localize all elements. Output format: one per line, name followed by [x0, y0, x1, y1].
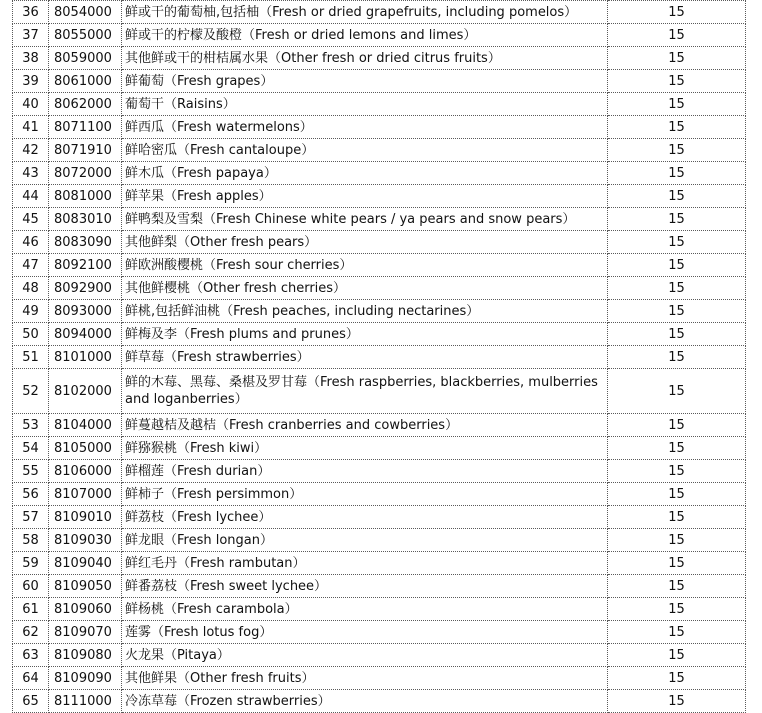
table-row: [13, 460, 746, 483]
tariff-rate-cell: 15: [608, 277, 746, 300]
tariff-rate-cell: 15: [608, 93, 746, 116]
hs-code-cell: 8105000: [49, 437, 122, 460]
table-row: [13, 116, 746, 139]
tariff-rate-cell: 15: [608, 254, 746, 277]
description-cell: 其他鲜果（Other fresh fruits）: [122, 667, 608, 690]
description-cell: 鲜猕猴桃（Fresh kiwi）: [122, 437, 608, 460]
table-row: [13, 277, 746, 300]
table-row: [13, 529, 746, 552]
row-number-cell: 46: [13, 231, 49, 254]
hs-code-cell: 8059000: [49, 47, 122, 70]
table-row: [13, 93, 746, 116]
hs-code-cell: 8104000: [49, 414, 122, 437]
hs-code-cell: 8109050: [49, 575, 122, 598]
description-cell: 鲜木瓜（Fresh papaya）: [122, 162, 608, 185]
row-number-cell: 52: [13, 369, 49, 414]
tariff-rate-cell: 15: [608, 575, 746, 598]
tariff-rate-cell: 15: [608, 231, 746, 254]
row-number-cell: 43: [13, 162, 49, 185]
table-row: [13, 575, 746, 598]
description-cell: 鲜红毛丹（Fresh rambutan）: [122, 552, 608, 575]
row-number-cell: 45: [13, 208, 49, 231]
table-row: [13, 254, 746, 277]
description-cell: 鲜草莓（Fresh strawberries）: [122, 346, 608, 369]
description-cell: 鲜葡萄（Fresh grapes）: [122, 70, 608, 93]
description-cell: 鲜苹果（Fresh apples）: [122, 185, 608, 208]
row-number-cell: 58: [13, 529, 49, 552]
hs-code-cell: 8083090: [49, 231, 122, 254]
row-number-cell: 37: [13, 24, 49, 47]
hs-code-cell: 8061000: [49, 70, 122, 93]
tariff-rate-cell: 15: [608, 1, 746, 24]
description-cell: 鲜西瓜（Fresh watermelons）: [122, 116, 608, 139]
tariff-rate-cell: 15: [608, 369, 746, 414]
description-cell: 鲜梅及李（Fresh plums and prunes）: [122, 323, 608, 346]
row-number-cell: 49: [13, 300, 49, 323]
tariff-rate-cell: 15: [608, 483, 746, 506]
hs-code-cell: 8111000: [49, 690, 122, 713]
description-cell: 其他鲜樱桃（Other fresh cherries）: [122, 277, 608, 300]
row-number-cell: 36: [13, 1, 49, 24]
row-number-cell: 62: [13, 621, 49, 644]
table-row: [13, 598, 746, 621]
row-number-cell: 64: [13, 667, 49, 690]
hs-code-cell: 8109040: [49, 552, 122, 575]
description-cell: 鲜柿子（Fresh persimmon）: [122, 483, 608, 506]
description-cell: 冷冻草莓（Frozen strawberries）: [122, 690, 608, 713]
description-cell: 火龙果（Pitaya）: [122, 644, 608, 667]
hs-code-cell: 8109090: [49, 667, 122, 690]
tariff-rate-cell: 15: [608, 323, 746, 346]
row-number-cell: 59: [13, 552, 49, 575]
tariff-rate-cell: 15: [608, 621, 746, 644]
tariff-rate-cell: 15: [608, 414, 746, 437]
table-row: [13, 667, 746, 690]
tariff-rate-cell: 15: [608, 598, 746, 621]
table-row: [13, 300, 746, 323]
table-row: [13, 139, 746, 162]
table-row: [13, 483, 746, 506]
row-number-cell: 63: [13, 644, 49, 667]
hs-code-cell: 8083010: [49, 208, 122, 231]
row-number-cell: 65: [13, 690, 49, 713]
hs-code-cell: 8054000: [49, 1, 122, 24]
tariff-rate-cell: 15: [608, 552, 746, 575]
description-cell: 其他鲜或干的柑桔属水果（Other fresh or dried citrus fruits）: [122, 47, 608, 70]
hs-code-cell: 8109080: [49, 644, 122, 667]
description-cell: 鲜蔓越桔及越桔（Fresh cranberries and cowberries）: [122, 414, 608, 437]
table-row: [13, 621, 746, 644]
table-row: [13, 506, 746, 529]
row-number-cell: 60: [13, 575, 49, 598]
row-number-cell: 40: [13, 93, 49, 116]
hs-code-cell: 8092100: [49, 254, 122, 277]
table-row: [13, 47, 746, 70]
table-row: [13, 346, 746, 369]
description-cell: 葡萄干（Raisins）: [122, 93, 608, 116]
description-cell: 鲜的木莓、黑莓、桑椹及罗甘莓（Fresh raspberries, blackberries, mulberries and loganberries）: [122, 369, 608, 414]
hs-code-cell: 8055000: [49, 24, 122, 47]
hs-code-cell: 8062000: [49, 93, 122, 116]
hs-code-cell: 8109030: [49, 529, 122, 552]
tariff-rate-cell: 15: [608, 667, 746, 690]
table-row: [13, 208, 746, 231]
tariff-rate-cell: 15: [608, 47, 746, 70]
table-row: [13, 369, 746, 414]
hs-code-cell: 8071910: [49, 139, 122, 162]
tariff-rate-cell: 15: [608, 24, 746, 47]
tariff-rate-cell: 15: [608, 529, 746, 552]
table-row: [13, 644, 746, 667]
row-number-cell: 51: [13, 346, 49, 369]
description-cell: 莲雾（Fresh lotus fog）: [122, 621, 608, 644]
table-row: [13, 1, 746, 24]
row-number-cell: 38: [13, 47, 49, 70]
table-row: [13, 231, 746, 254]
table-row: [13, 24, 746, 47]
hs-code-cell: 8102000: [49, 369, 122, 414]
description-cell: 鲜或干的柠檬及酸橙（Fresh or dried lemons and limes）: [122, 24, 608, 47]
tariff-rate-cell: 15: [608, 437, 746, 460]
table-row: [13, 437, 746, 460]
table-row: [13, 162, 746, 185]
hs-code-cell: 8109070: [49, 621, 122, 644]
tariff-rate-cell: 15: [608, 346, 746, 369]
hs-code-cell: 8109060: [49, 598, 122, 621]
row-number-cell: 55: [13, 460, 49, 483]
row-number-cell: 39: [13, 70, 49, 93]
description-cell: 鲜鸭梨及雪梨（Fresh Chinese white pears / ya pears and snow pears）: [122, 208, 608, 231]
description-cell: 鲜哈密瓜（Fresh cantaloupe）: [122, 139, 608, 162]
table-row: [13, 690, 746, 713]
tariff-rate-cell: 15: [608, 644, 746, 667]
hs-code-cell: 8093000: [49, 300, 122, 323]
tariff-rate-cell: 15: [608, 506, 746, 529]
description-cell: 鲜杨桃（Fresh carambola）: [122, 598, 608, 621]
table-row: [13, 552, 746, 575]
row-number-cell: 47: [13, 254, 49, 277]
tariff-table-container: [12, 0, 745, 713]
row-number-cell: 54: [13, 437, 49, 460]
row-number-cell: 42: [13, 139, 49, 162]
row-number-cell: 57: [13, 506, 49, 529]
tariff-rate-cell: 15: [608, 185, 746, 208]
row-number-cell: 50: [13, 323, 49, 346]
row-number-cell: 53: [13, 414, 49, 437]
tariff-rate-cell: 15: [608, 460, 746, 483]
tariff-rate-cell: 15: [608, 690, 746, 713]
hs-code-cell: 8094000: [49, 323, 122, 346]
row-number-cell: 41: [13, 116, 49, 139]
hs-code-cell: 8109010: [49, 506, 122, 529]
description-cell: 鲜欧洲酸樱桃（Fresh sour cherries）: [122, 254, 608, 277]
hs-code-cell: 8071100: [49, 116, 122, 139]
hs-code-cell: 8101000: [49, 346, 122, 369]
hs-code-cell: 8107000: [49, 483, 122, 506]
description-cell: 鲜或干的葡萄柚,包括柚（Fresh or dried grapefruits, including pomelos）: [122, 1, 608, 24]
table-row: [13, 414, 746, 437]
hs-code-cell: 8092900: [49, 277, 122, 300]
tariff-table: [12, 0, 746, 713]
description-cell: 其他鲜梨（Other fresh pears）: [122, 231, 608, 254]
row-number-cell: 44: [13, 185, 49, 208]
tariff-rate-cell: 15: [608, 116, 746, 139]
description-cell: 鲜桃,包括鲜油桃（Fresh peaches, including nectarines）: [122, 300, 608, 323]
tariff-table-body: [13, 1, 746, 713]
hs-code-cell: 8081000: [49, 185, 122, 208]
description-cell: 鲜荔枝（Fresh lychee）: [122, 506, 608, 529]
tariff-rate-cell: 15: [608, 70, 746, 93]
row-number-cell: 56: [13, 483, 49, 506]
tariff-rate-cell: 15: [608, 300, 746, 323]
description-cell: 鲜龙眼（Fresh longan）: [122, 529, 608, 552]
tariff-rate-cell: 15: [608, 162, 746, 185]
table-row: [13, 70, 746, 93]
row-number-cell: 61: [13, 598, 49, 621]
hs-code-cell: 8072000: [49, 162, 122, 185]
table-row: [13, 185, 746, 208]
row-number-cell: 48: [13, 277, 49, 300]
description-cell: 鲜番荔枝（Fresh sweet lychee）: [122, 575, 608, 598]
table-row: [13, 323, 746, 346]
description-cell: 鲜榴莲（Fresh durian）: [122, 460, 608, 483]
tariff-rate-cell: 15: [608, 139, 746, 162]
hs-code-cell: 8106000: [49, 460, 122, 483]
tariff-rate-cell: 15: [608, 208, 746, 231]
